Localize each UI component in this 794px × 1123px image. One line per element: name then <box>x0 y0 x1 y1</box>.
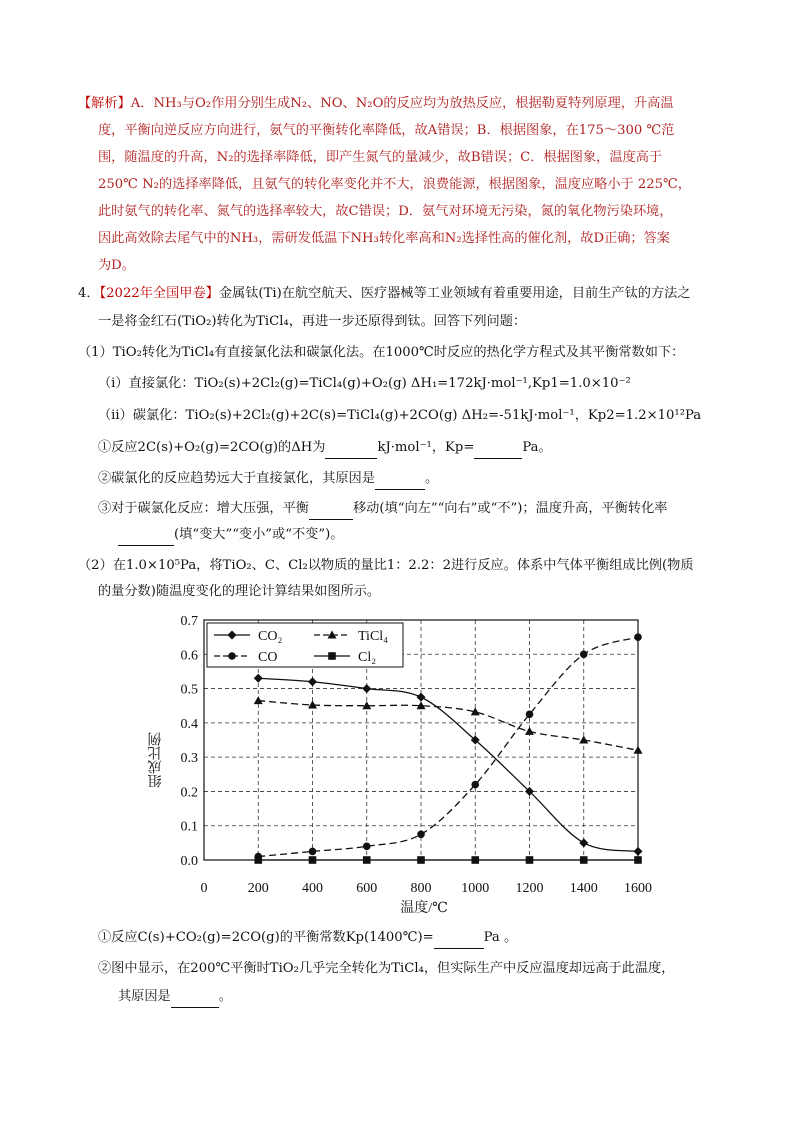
answer-blank[interactable] <box>309 499 353 520</box>
legend-marker-square <box>328 652 336 660</box>
x-tick-label: 200 <box>247 881 269 896</box>
chart-series-lines <box>258 637 638 860</box>
answer-blank[interactable] <box>375 469 425 490</box>
y-tick-label: 0.4 <box>180 716 198 732</box>
part1-intro: （1）TiO₂转化为TiCl₄有直接氯化法和碳氯化法。在1000℃时反应的热化学方程式及其平衡常数如下： <box>78 345 685 360</box>
legend-marker-circle <box>228 652 236 660</box>
part1-question-3: ③对于碳氯化反应：增大压强，平衡 移动(填“向左”“向右”或“不”)；温度升高，平衡转化率 <box>98 499 668 520</box>
x-tick-label: 800 <box>410 881 432 896</box>
analysis-line-2: 度，平衡向逆反应方向进行，氨气的平衡转化率降低，故A错误；B．根据图象，在175～300 ℃范 <box>98 123 675 138</box>
answer-blank[interactable] <box>474 438 522 459</box>
data-point-circle <box>363 842 371 850</box>
data-point-triangle <box>525 727 534 735</box>
composition-chart <box>140 610 652 926</box>
x-tick-label: 600 <box>356 881 378 896</box>
data-point-circle <box>580 650 588 658</box>
data-point-diamond <box>417 693 426 702</box>
part2-question-1: ①反应C(s)+CO₂(g)=2CO(g)的平衡常数Kp(1400℃)= Pa 。 <box>98 928 517 949</box>
answer-blank[interactable] <box>434 928 484 949</box>
x-tick-label: 1000 <box>461 881 490 896</box>
answer-blank[interactable] <box>325 438 377 459</box>
analysis-line-6: 因此高效除去尾气中的NH₃，需研发低温下NH₃转化率高和N₂选择性高的催化剂，故D正确；答案 <box>98 231 670 246</box>
part1-question-2: ②碳氯化的反应趋势远大于直接氯化，其原因是 。 <box>98 469 438 490</box>
data-point-diamond <box>362 684 371 693</box>
part1-question-1: ①反应2C(s)+O₂(g)=2CO(g)的ΔH为 kJ·mol⁻¹，Kp= Pa。 <box>98 438 552 459</box>
analysis-line-3: 围，随温度的升高，N₂的选择率降低，即产生氮气的量减少，故B错误；C．根据图象，温度高于 <box>98 150 663 165</box>
part1-equation-1: （ⅰ）直接氯化：TiO₂(s)+2Cl₂(g)=TiCl₄(g)+O₂(g) ΔH₁=172kJ·mol⁻¹,Kp1=1.0×10⁻² <box>98 376 631 391</box>
analysis-line-1: 【解析】A．NH₃与O₂作用分别生成N₂、NO、N₂O的反应均为放热反应，根据勒夏特列原理，升高温 <box>78 96 674 111</box>
y-axis-label: 组成比例 <box>148 732 164 788</box>
answer-blank[interactable] <box>171 987 219 1008</box>
legend-label: Cl₂ <box>358 650 377 665</box>
analysis-label: 【解析】 <box>78 96 131 111</box>
data-point-circle <box>309 848 317 856</box>
data-point-diamond <box>579 838 588 847</box>
data-point-diamond <box>308 677 317 686</box>
question-number: 4． <box>78 286 100 301</box>
series-line-circle <box>258 637 638 856</box>
part1-question-3-cont: (填“变大”“变小”或“不变”)。 <box>118 525 343 546</box>
x-tick-label: 400 <box>302 881 323 896</box>
x-tick-label: 1600 <box>624 881 652 896</box>
y-tick-label: 0.0 <box>180 854 198 869</box>
question-stem-1: 4．【2022年全国甲卷】金属钛(Ti)在航空航天、医疗器械等工业领域有着重要用途，目前生产钛的方法之 <box>78 286 691 301</box>
data-point-diamond <box>254 674 263 683</box>
x-tick-label: 1400 <box>569 881 598 896</box>
legend-label: TiCl₄ <box>358 629 389 644</box>
part2-line-2: 的量分数)随温度变化的理论计算结果如图所示。 <box>98 584 381 599</box>
legend-label: CO₂ <box>258 629 283 644</box>
y-tick-label: 0.1 <box>180 819 198 835</box>
y-tick-label: 0.7 <box>180 614 198 629</box>
analysis-line-5: 此时氨气的转化率、氮气的选择率较大，故C错误；D．氨气对环境无污染，氮的氧化物污染环境， <box>98 204 673 219</box>
data-point-circle <box>471 781 479 789</box>
data-point-circle <box>417 830 425 838</box>
data-point-circle <box>526 710 534 718</box>
legend-label: CO <box>258 650 278 665</box>
y-tick-label: 0.6 <box>180 648 198 664</box>
y-tick-label: 0.5 <box>180 682 198 698</box>
part2-question-2-cont: 其原因是 。 <box>118 987 232 1008</box>
x-tick-label: 1200 <box>515 881 544 896</box>
x-axis-label: 温度/℃ <box>400 901 448 916</box>
chart-markers <box>254 633 643 863</box>
question-source: 【2022年全国甲卷】 <box>99 286 219 301</box>
data-point-triangle <box>254 696 263 704</box>
series-line-diamond <box>258 678 638 851</box>
part2-line-1: （2）在1.0×10⁵Pa，将TiO₂、C、Cl₂以物质的量比1：2.2：2进行反应。体系中气体平衡组成比例(物质 <box>78 558 694 573</box>
y-tick-label: 0.2 <box>180 785 198 801</box>
answer-blank[interactable] <box>118 525 174 546</box>
part1-equation-2: （ⅱ）碳氯化：TiO₂(s)+2Cl₂(g)+2C(s)=TiCl₄(g)+2CO(g) ΔH₂=-51kJ·mol⁻¹，Kp2=1.2×10¹²Pa <box>98 408 702 423</box>
x-tick-labels <box>201 881 653 896</box>
y-tick-labels <box>181 614 199 869</box>
y-tick-label: 0.3 <box>180 751 198 767</box>
part2-question-2: ②图中显示，在200℃平衡时TiO₂几乎完全转化为TiCl₄，但实际生产中反应温度却远高于此温度， <box>98 961 675 976</box>
chart-legend <box>207 623 403 667</box>
analysis-line-7: 为D。 <box>98 258 135 273</box>
x-tick-label: 0 <box>200 881 208 896</box>
question-stem-2: 一是将金红石(TiO₂)转化为TiCl₄，再进一步还原得到钛。回答下列问题： <box>98 314 527 329</box>
analysis-line-4: 250℃ N₂的选择率降低，且氨气的转化率变化并不大，浪费能源，根据图象，温度应略小于 225℃， <box>98 177 691 192</box>
data-point-triangle <box>579 736 588 744</box>
